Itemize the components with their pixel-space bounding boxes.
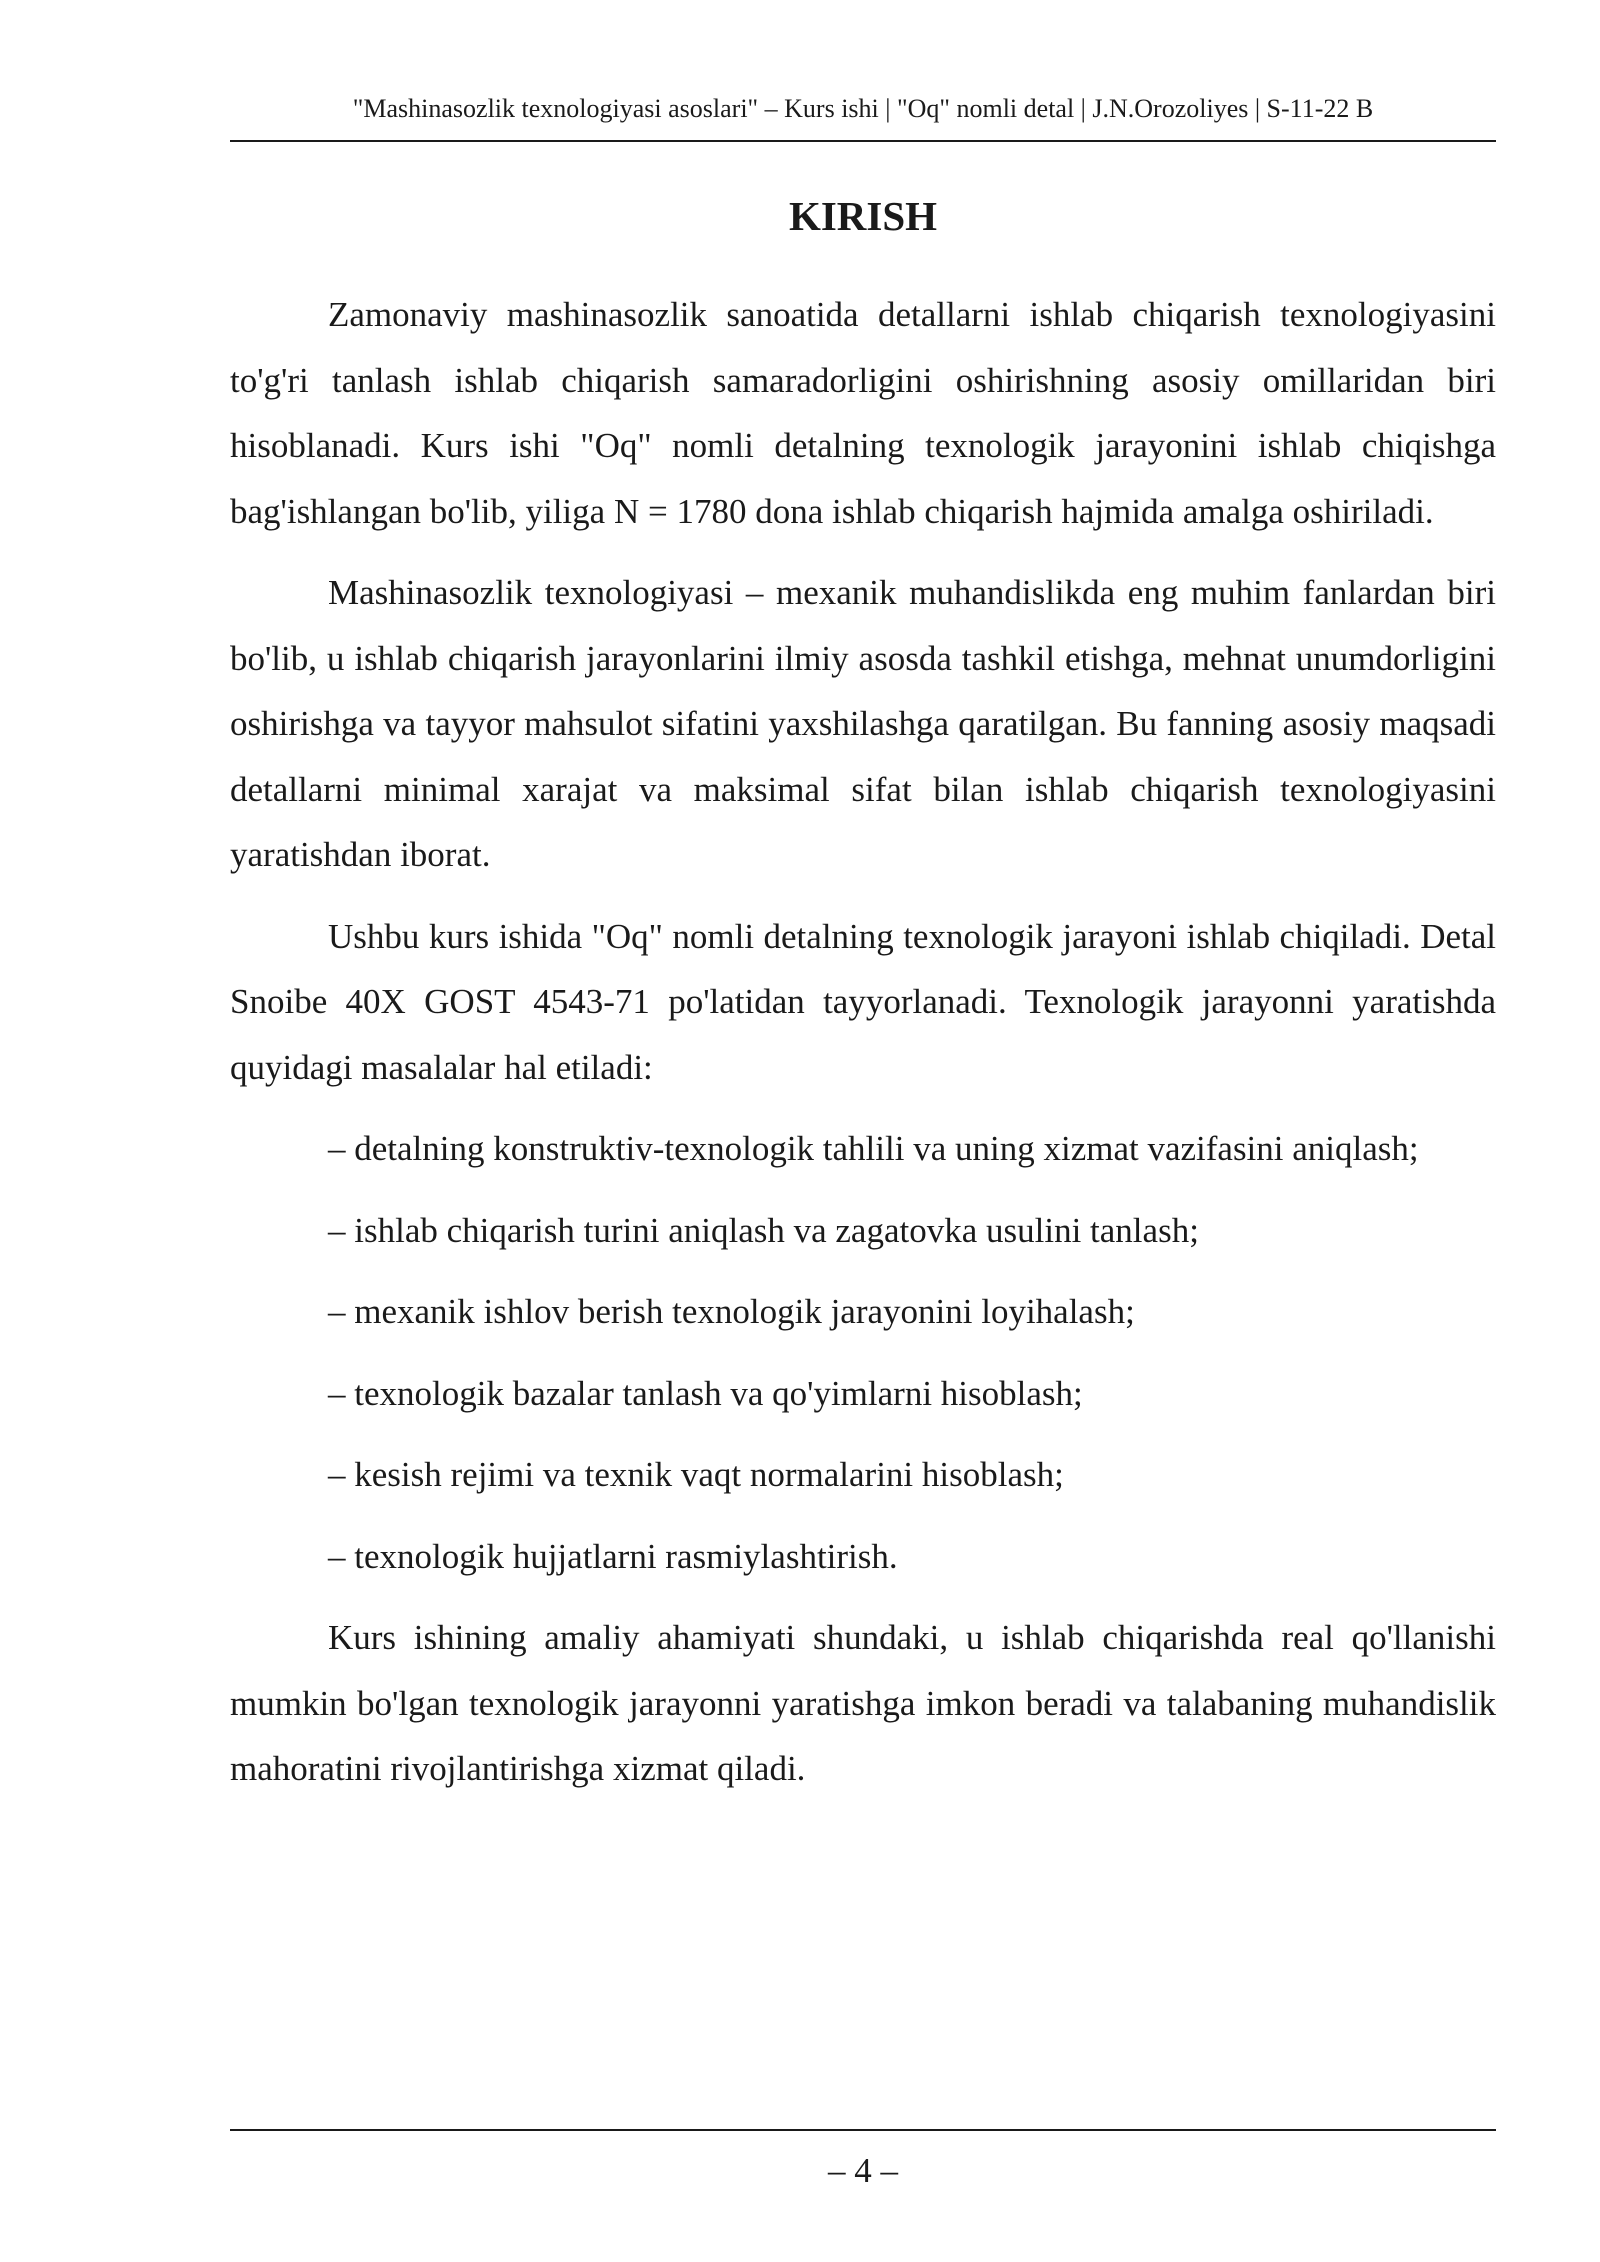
task-list-item: – texnologik bazalar tanlash va qo'yimlarni hisoblash; [328,1373,1083,1413]
page-content [230,188,1496,1818]
paragraph-discipline: Mashinasozlik texnologiyasi – mexanik muhandislikda eng muhim fanlardan biri bo'lib, u ishlab chiqarish jarayonlarini ilmiy asosda tashkil etishga, mehnat unumdorligini oshirishga va tayyor mahsulot sifatini yaxshilashga qaratilgan. Bu fanning asosiy maqsadi detallarni minimal xarajat va maksimal sifat bilan ishlab chiqarish texnologiyasini yaratishdan iborat. [230,573,1496,874]
task-list-item: – mexanik ishlov berish texnologik jarayonini loyihalash; [328,1292,1135,1331]
paragraph-intro: Zamonaviy mashinasozlik sanoatida detallarni ishlab chiqarish texnologiyasini to'g'ri tanlash ishlab chiqarish samaradorligini oshirishning asosiy omillaridan biri hisoblanadi. Kurs ishi "Oq" nomli detalning texnologik jarayonini ishlab chiqishga bag'ishlangan bo'lib, yiliga N = 1780 dona ishlab chiqarish hajmida amalga oshiriladi. [230,295,1496,531]
task-list-item: – kesish rejimi va texnik vaqt normalarini hisoblash; [328,1455,1064,1494]
page-header [230,92,1496,142]
paragraph-tasks-lead: Ushbu kurs ishida "Oq" nomli detalning texnologik jarayoni ishlab chiqiladi. Detal Snoibe 40X GOST 4543-71 po'latidan tayyorlanadi. Texnologik jarayonni yaratishda quyidagi masalalar hal etiladi: [230,916,1496,1087]
page-footer [230,2129,1496,2191]
task-list [230,1116,1496,1589]
task-list-item: – detalning konstruktiv-texnologik tahlili va uning xizmat vazifasini aniqlash; [328,1129,1419,1168]
paragraph-closing: Kurs ishining amaliy ahamiyati shundaki, u ishlab chiqarishda real qo'llanishi mumkin bo'lgan texnologik jarayonni yaratishga imkon beradi va talabaning muhandislik mahoratini rivojlantirishga xizmat qiladi. [230,1618,1496,1788]
task-list-item: – ishlab chiqarish turini aniqlash va zagatovka usulini tanlash; [328,1210,1199,1250]
task-list-item: – texnologik hujjatlarni rasmiylashtirish. [328,1536,898,1576]
running-title: "Mashinasozlik texnologiyasi asoslari" – Kurs ishi | "Oq" nomli detal | J.N.Orozoliyes | S-11-22 B [352,94,1374,123]
section-title: KIRISH [788,193,938,239]
page-number: – 4 – [828,2151,898,2190]
